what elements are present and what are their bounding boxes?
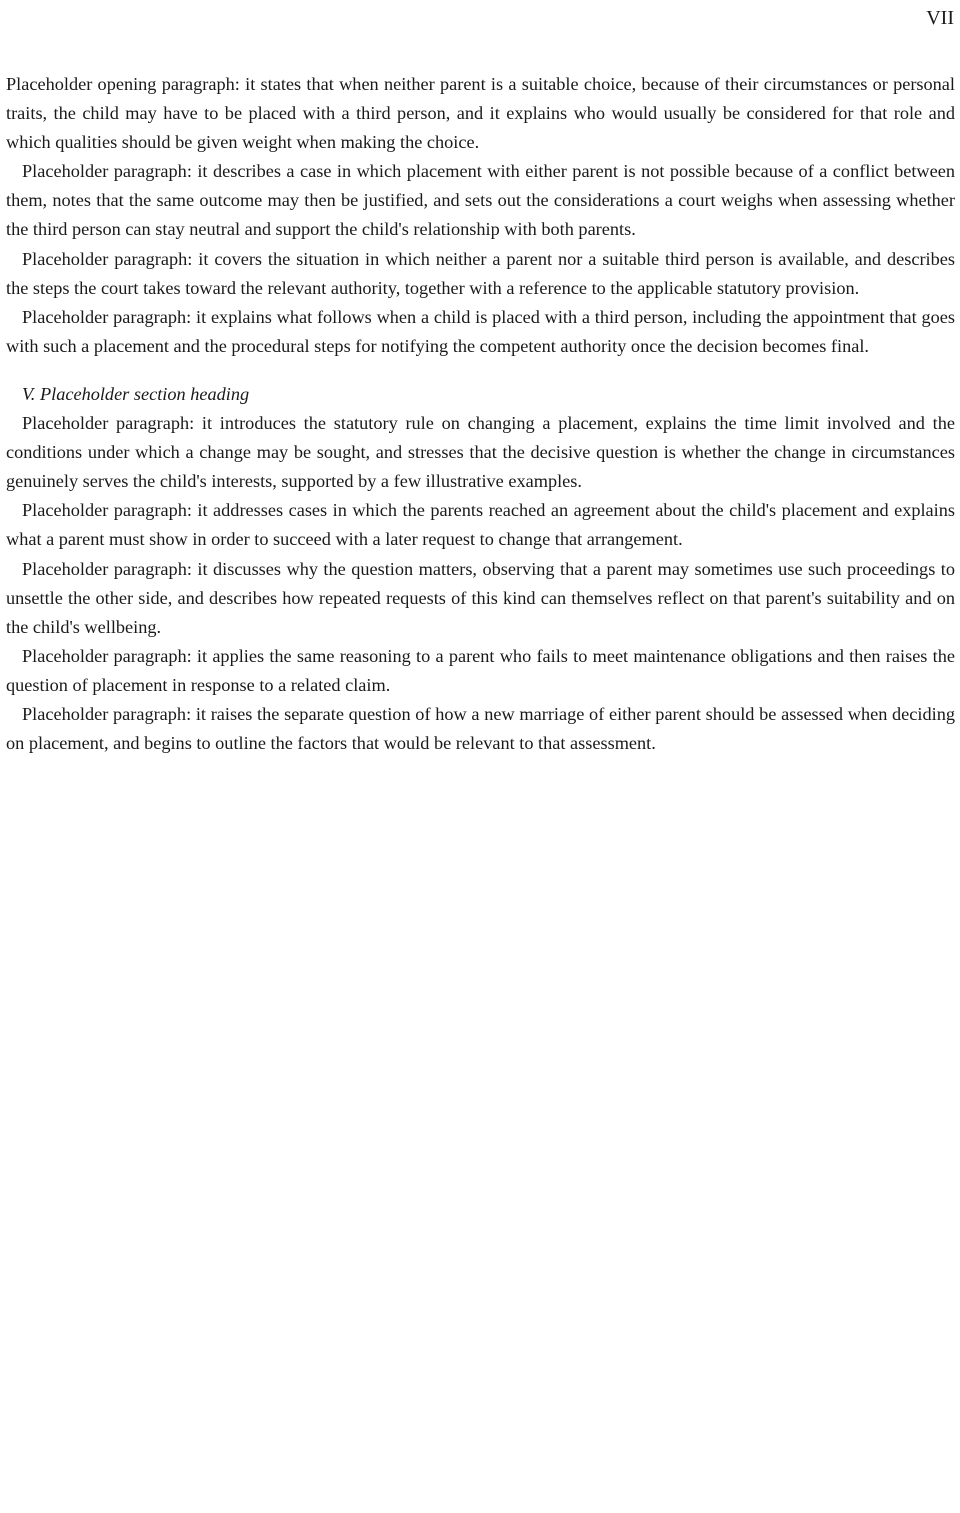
paragraph: Placeholder paragraph: it raises the separate question of how a new marriage of either parent should be assessed when deciding on placement, and begins to outline the factors that would be relevant to that assessment. [6,703,955,754]
paragraph: Placeholder paragraph: it addresses cases in which the parents reached an agreement about the child's placement and explains what a parent must show in order to succeed with a later request to change that arrangement. [6,500,955,550]
page-number: VII [926,7,954,29]
paragraph: Placeholder paragraph: it explains what follows when a child is placed with a third person, including the appointment that goes with such a placement and the procedural steps for notifying the competent authority once the decision becomes final. [6,306,955,356]
paragraph: Placeholder paragraph: it discusses why the question matters, observing that a parent may sometimes use such proceedings to unsettle the other side, and describes how repeated requests of this kind can themselves reflect on that parent's suitability and on the child's wellbeing. [6,558,955,637]
section-heading: V. Placeholder section heading [22,383,250,404]
paragraph: Placeholder paragraph: it applies the same reasoning to a parent who fails to meet maintenance obligations and then raises the question of placement in response to a related claim. [6,645,955,695]
paragraph: Placeholder paragraph: it introduces the statutory rule on changing a placement, explains the time limit involved and the conditions under which a change may be sought, and stresses that the decisive question is whether the change in circumstances genuinely serves the child's interests, supported by a few illustrative examples. [6,413,955,492]
paragraph: Placeholder paragraph: it covers the situation in which neither a parent nor a suitable third person is available, and describes the steps the court takes toward the relevant authority, together with a reference to the applicable statutory provision. [6,248,955,298]
paragraph: Placeholder paragraph: it describes a case in which placement with either parent is not possible because of a conflict between them, notes that the same outcome may then be justified, and sets out the considerations a court weighs when assessing whether the third person can stay neutral and support the child's relationship with both parents. [6,161,955,240]
paragraph-intro: Placeholder opening paragraph: it states that when neither parent is a suitable choice, because of their circumstances or personal traits, the child may have to be placed with a third person, and it explains who would usually be considered for that role and which qualities should be given weight when making the choice. [6,74,955,153]
